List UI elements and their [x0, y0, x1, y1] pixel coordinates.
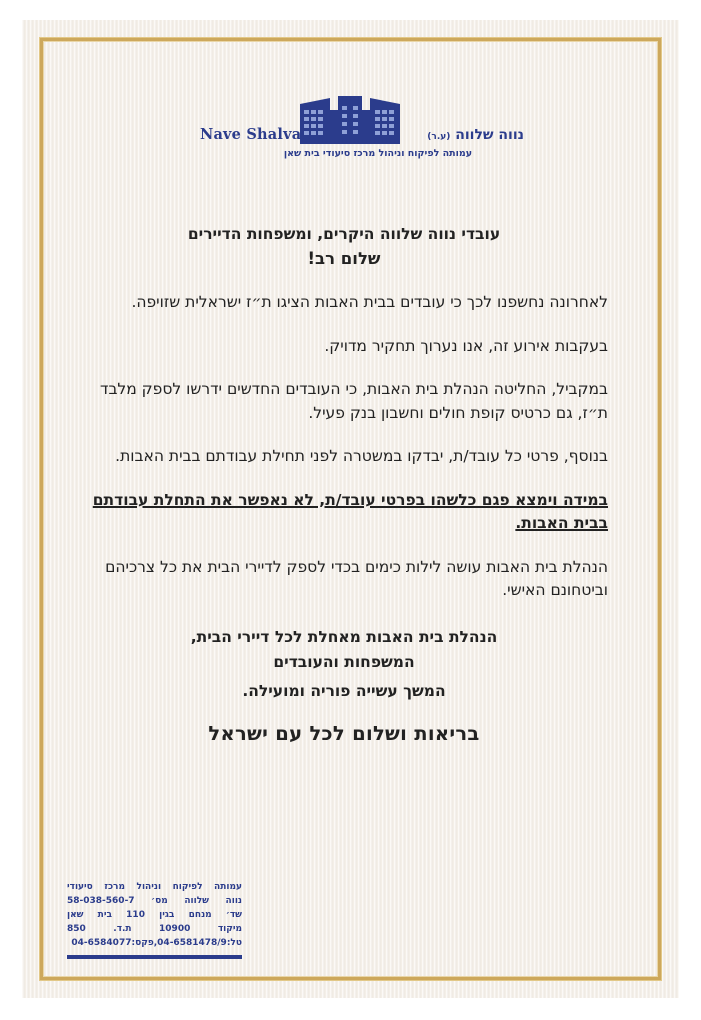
- footer-line-2: נווה שלווה מס׳ 58-038-560-7: [67, 896, 242, 906]
- closing-line-2: המשפחות והעובדים: [273, 652, 415, 671]
- greeting-line-1: עובדי נווה שלווה היקרים, ומשפחות הדיירים: [187, 225, 501, 243]
- closing-line-3: המשך עשייה פוריה ומועילה.: [242, 681, 446, 700]
- paragraph-2: בעקבות אירוע זה, אנו נערוך תחקיר מדויק.: [324, 336, 608, 355]
- footer-address-block: [67, 880, 242, 950]
- paragraph-6: הנהלת בית האבות עושה לילות כימים בכדי לספק לדיירי הבית את כל צרכיהם וביטחונם האישי.: [105, 557, 608, 599]
- letter-body: [80, 222, 608, 745]
- final-blessing: בריאות ושלום לכל עם ישראל: [208, 721, 480, 745]
- footer-line-4: מיקוד 10900 ת.ד. 850: [67, 924, 242, 934]
- footer-line-3: שד׳ מנחם בגין 110 בית שאן: [67, 910, 242, 920]
- organization-logo: [190, 96, 530, 166]
- logo-name-english: Nave Shalva: [200, 126, 302, 143]
- building-logo-icon: [300, 96, 400, 144]
- footer-divider: [67, 955, 242, 959]
- logo-name-hebrew: [427, 127, 524, 143]
- logo-subtitle: עמותה לפיקוח וניהול מרכז סיעודי בית שאן: [283, 148, 473, 159]
- paragraph-1: לאחרונה נחשפנו לכך כי עובדים בבית האבות הציגו ת״ז ישראלית שזויפה.: [131, 293, 608, 311]
- paragraph-5-underlined: במידה וימצא פגם כלשהו בפרטי עובד/ת, לא נאפשר את התחלת עבודתם בבית האבות.: [92, 490, 608, 532]
- logo-name-hebrew-text: נווה שלווה: [455, 127, 524, 143]
- greeting-line-2: שלום רב!: [307, 249, 381, 268]
- footer-line-5: טל:04-6581478/9,פקס:04-6584077: [71, 938, 242, 948]
- logo-registered-tag: (ע.ר): [427, 132, 451, 142]
- paragraph-4: בנוסף, פרטי כל עובד/ת, יבדקו במשטרה לפני תחילת עבודתם בבית האבות.: [115, 447, 608, 465]
- paragraph-3: במקביל, החליטה הנהלת בית האבות, כי העובדים החדשים ידרשו לספק מלבד ת״ז, גם כרטיס קופת חולים וחשבון בנק פעיל.: [99, 380, 608, 422]
- closing-line-1: הנהלת בית האבות מאחלת לכל דיירי הבית,: [190, 627, 498, 646]
- footer-line-1: עמותה לפיקוח וניהול מרכז סיעודי: [67, 882, 242, 892]
